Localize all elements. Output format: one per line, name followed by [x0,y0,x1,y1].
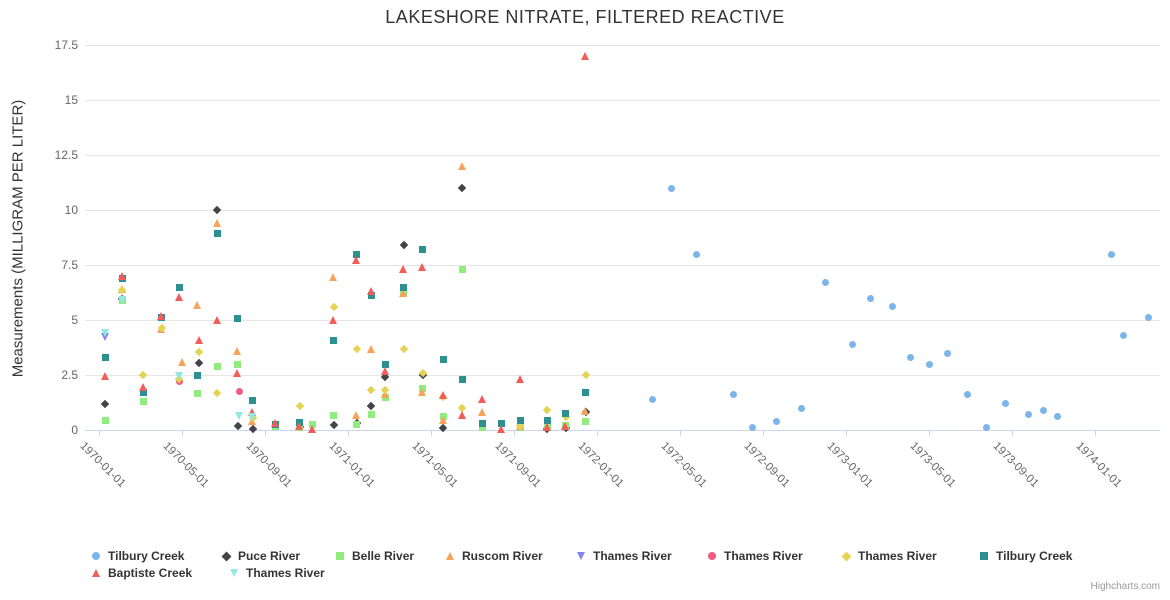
gridline [85,100,1160,101]
gridline [85,320,1160,321]
data-point[interactable] [798,405,805,412]
x-axis-tick [763,431,764,436]
x-axis-tick-label: 1973-05-01 [907,440,958,491]
data-point[interactable] [381,367,389,375]
data-point[interactable] [773,418,780,425]
x-axis-tick-label: 1971-09-01 [492,440,543,491]
x-axis-tick [929,431,930,436]
x-axis-tick [1012,431,1013,436]
circle-legend-marker-icon [92,552,100,560]
x-axis-tick [1095,431,1096,436]
gridline [85,155,1160,156]
data-point[interactable] [118,272,126,280]
x-axis-tick-label: 1972-01-01 [575,440,626,491]
data-point[interactable] [352,256,360,264]
x-axis-tick [846,431,847,436]
data-point[interactable] [213,219,221,227]
data-point[interactable] [1040,407,1047,414]
legend-item-puce-river[interactable] [223,548,300,564]
data-point[interactable] [516,375,524,383]
data-point[interactable] [213,388,221,396]
data-point[interactable] [367,287,375,295]
data-point[interactable] [213,316,221,324]
data-point[interactable] [867,295,874,302]
data-point[interactable] [101,329,109,337]
data-point[interactable] [458,184,466,192]
data-point[interactable] [1120,332,1127,339]
data-point[interactable] [439,391,447,399]
y-axis-tick-label: 0 [71,423,78,437]
x-axis-tick-label: 1972-05-01 [658,440,709,491]
y-axis-tick-label: 15 [64,93,78,107]
data-point[interactable] [459,376,466,383]
legend-item-baptiste-creek[interactable] [92,565,192,581]
data-point[interactable] [353,421,360,428]
data-point[interactable] [295,422,303,430]
data-point[interactable] [439,416,447,424]
legend-item-label: Belle River [352,549,415,563]
data-point[interactable] [330,337,337,344]
y-axis-tick-label: 17.5 [54,38,78,52]
data-point[interactable] [822,279,829,286]
triangle-legend-marker-icon [92,569,100,577]
data-point[interactable] [849,341,856,348]
y-axis-tick-label: 5 [71,313,78,327]
x-axis-line [85,430,1160,431]
data-point[interactable] [296,402,304,410]
data-point[interactable] [543,423,551,431]
x-axis-tick-label: 1972-09-01 [741,440,792,491]
data-point[interactable] [517,417,524,424]
x-axis-tick [182,431,183,436]
x-axis-tick-label: 1974-01-01 [1073,440,1124,491]
data-point[interactable] [418,388,426,396]
data-point[interactable] [964,391,971,398]
data-point[interactable] [693,251,700,258]
chart-title: LAKESHORE NITRATE, FILTERED REACTIVE [385,7,785,27]
data-point[interactable] [1054,413,1061,420]
data-point[interactable] [175,372,183,380]
data-point[interactable] [400,284,407,291]
data-point[interactable] [458,411,466,419]
data-point[interactable] [581,52,589,60]
data-point[interactable] [582,418,589,425]
data-point[interactable] [581,371,589,379]
data-point[interactable] [101,399,109,407]
y-axis-tick-label: 12.5 [54,148,78,162]
data-point[interactable] [581,407,589,415]
data-point[interactable] [193,301,201,309]
data-point[interactable] [178,358,186,366]
legend-item-ruscom-river[interactable] [446,548,543,564]
data-point[interactable] [308,425,316,433]
data-point[interactable] [367,402,375,410]
data-point[interactable] [102,417,109,424]
x-axis-tick-label: 1973-09-01 [990,440,1041,491]
data-point[interactable] [233,369,241,377]
data-point[interactable] [233,421,241,429]
data-point[interactable] [907,354,914,361]
data-point[interactable] [235,412,243,420]
data-point[interactable] [214,363,221,370]
data-point[interactable] [249,425,257,433]
data-point[interactable] [367,386,375,394]
data-point[interactable] [213,206,221,214]
data-point[interactable] [400,344,408,352]
data-point[interactable] [249,397,256,404]
x-axis-tick [597,431,598,436]
data-point[interactable] [419,246,426,253]
data-point[interactable] [368,411,375,418]
data-point[interactable] [330,412,337,419]
data-point[interactable] [330,420,338,428]
data-point[interactable] [459,266,466,273]
data-point[interactable] [418,263,426,271]
triangle-down-legend-marker-icon [577,552,585,560]
data-point[interactable] [102,354,109,361]
data-point[interactable] [649,396,656,403]
data-point[interactable] [562,410,569,417]
x-axis-tick [99,431,100,436]
data-point[interactable] [157,312,165,320]
data-point[interactable] [458,162,466,170]
data-point[interactable] [479,420,486,427]
legend-item-thames-river[interactable] [577,548,672,564]
x-axis-tick [680,431,681,436]
data-point[interactable] [194,390,201,397]
x-axis-tick-label: 1970-01-01 [77,440,128,491]
data-point[interactable] [440,356,447,363]
data-point[interactable] [668,185,675,192]
data-point[interactable] [352,411,360,419]
circle-legend-marker-icon [708,552,716,560]
data-point[interactable] [195,348,203,356]
data-point[interactable] [330,303,338,311]
data-point[interactable] [730,391,737,398]
y-axis-tick-label: 7.5 [61,258,78,272]
legend-item-tilbury-creek[interactable] [980,548,1072,564]
x-axis-tick [348,431,349,436]
x-axis-tick-label: 1973-01-01 [824,440,875,491]
data-point[interactable] [944,350,951,357]
data-point[interactable] [399,265,407,273]
y-axis-title: Measurements (MILLIGRAM PER LITER) [9,99,27,378]
data-point[interactable] [139,371,147,379]
x-axis-tick [265,431,266,436]
data-point[interactable] [478,395,486,403]
legend-item-label: Thames River [724,549,803,563]
data-point[interactable] [139,383,147,391]
gridline [85,375,1160,376]
legend-item-thames-river[interactable] [708,548,803,564]
legend-item-label: Thames River [858,549,937,563]
x-axis-tick-label: 1970-09-01 [243,440,294,491]
x-axis-tick-label: 1971-01-01 [326,440,377,491]
data-point[interactable] [248,413,256,421]
legend-item-tilbury-creek[interactable] [92,548,184,564]
y-axis-tick-label: 2.5 [61,368,78,382]
gridline [85,45,1160,46]
data-point[interactable] [195,336,203,344]
data-point[interactable] [352,344,360,352]
data-point[interactable] [889,303,896,310]
highcharts-credits-link[interactable]: Highcharts.com [1090,581,1160,592]
y-axis-tick-label: 10 [64,203,78,217]
data-point[interactable] [195,359,203,367]
data-point[interactable] [234,361,241,368]
data-point[interactable] [1002,400,1009,407]
triangle-legend-marker-icon [446,552,454,560]
data-point[interactable] [478,408,486,416]
legend-item-label: Tilbury Creek [108,549,185,563]
legend-item-thames-river[interactable] [230,565,325,581]
x-axis-tick [431,431,432,436]
legend-item-label: Baptiste Creek [108,566,193,580]
triangle-down-legend-marker-icon [230,569,238,577]
data-point[interactable] [497,425,505,433]
data-point[interactable] [329,316,337,324]
legend-item-belle-river[interactable] [336,548,414,564]
data-point[interactable] [367,345,375,353]
legend-item-thames-river[interactable] [843,548,937,564]
data-point[interactable] [582,389,589,396]
data-point[interactable] [561,422,569,430]
data-point[interactable] [214,230,221,237]
legend-item-label: Thames River [246,566,325,580]
square-legend-marker-icon [980,552,988,560]
data-point[interactable] [118,296,126,304]
data-point[interactable] [329,273,337,281]
data-point[interactable] [176,284,183,291]
data-point[interactable] [140,398,147,405]
legend-item-label: Puce River [238,549,301,563]
data-point[interactable] [399,241,407,249]
data-point[interactable] [194,372,201,379]
diamond-legend-marker-icon [842,551,852,561]
legend-item-label: Thames River [593,549,672,563]
diamond-legend-marker-icon [222,551,232,561]
data-point[interactable] [101,372,109,380]
legend-item-label: Tilbury Creek [996,549,1073,563]
data-point[interactable] [175,293,183,301]
data-point[interactable] [233,347,241,355]
data-point[interactable] [271,419,279,427]
legend-item-label: Ruscom River [462,549,543,563]
data-point[interactable] [926,361,933,368]
x-axis-tick-label: 1970-05-01 [160,440,211,491]
data-point[interactable] [234,315,241,322]
gridline [85,210,1160,211]
data-point[interactable] [543,406,551,414]
gridline [85,265,1160,266]
data-point[interactable] [1025,411,1032,418]
square-legend-marker-icon [336,552,344,560]
data-point[interactable] [1108,251,1115,258]
x-axis-tick-label: 1971-05-01 [409,440,460,491]
data-point[interactable] [236,388,243,395]
x-axis-tick [514,431,515,436]
